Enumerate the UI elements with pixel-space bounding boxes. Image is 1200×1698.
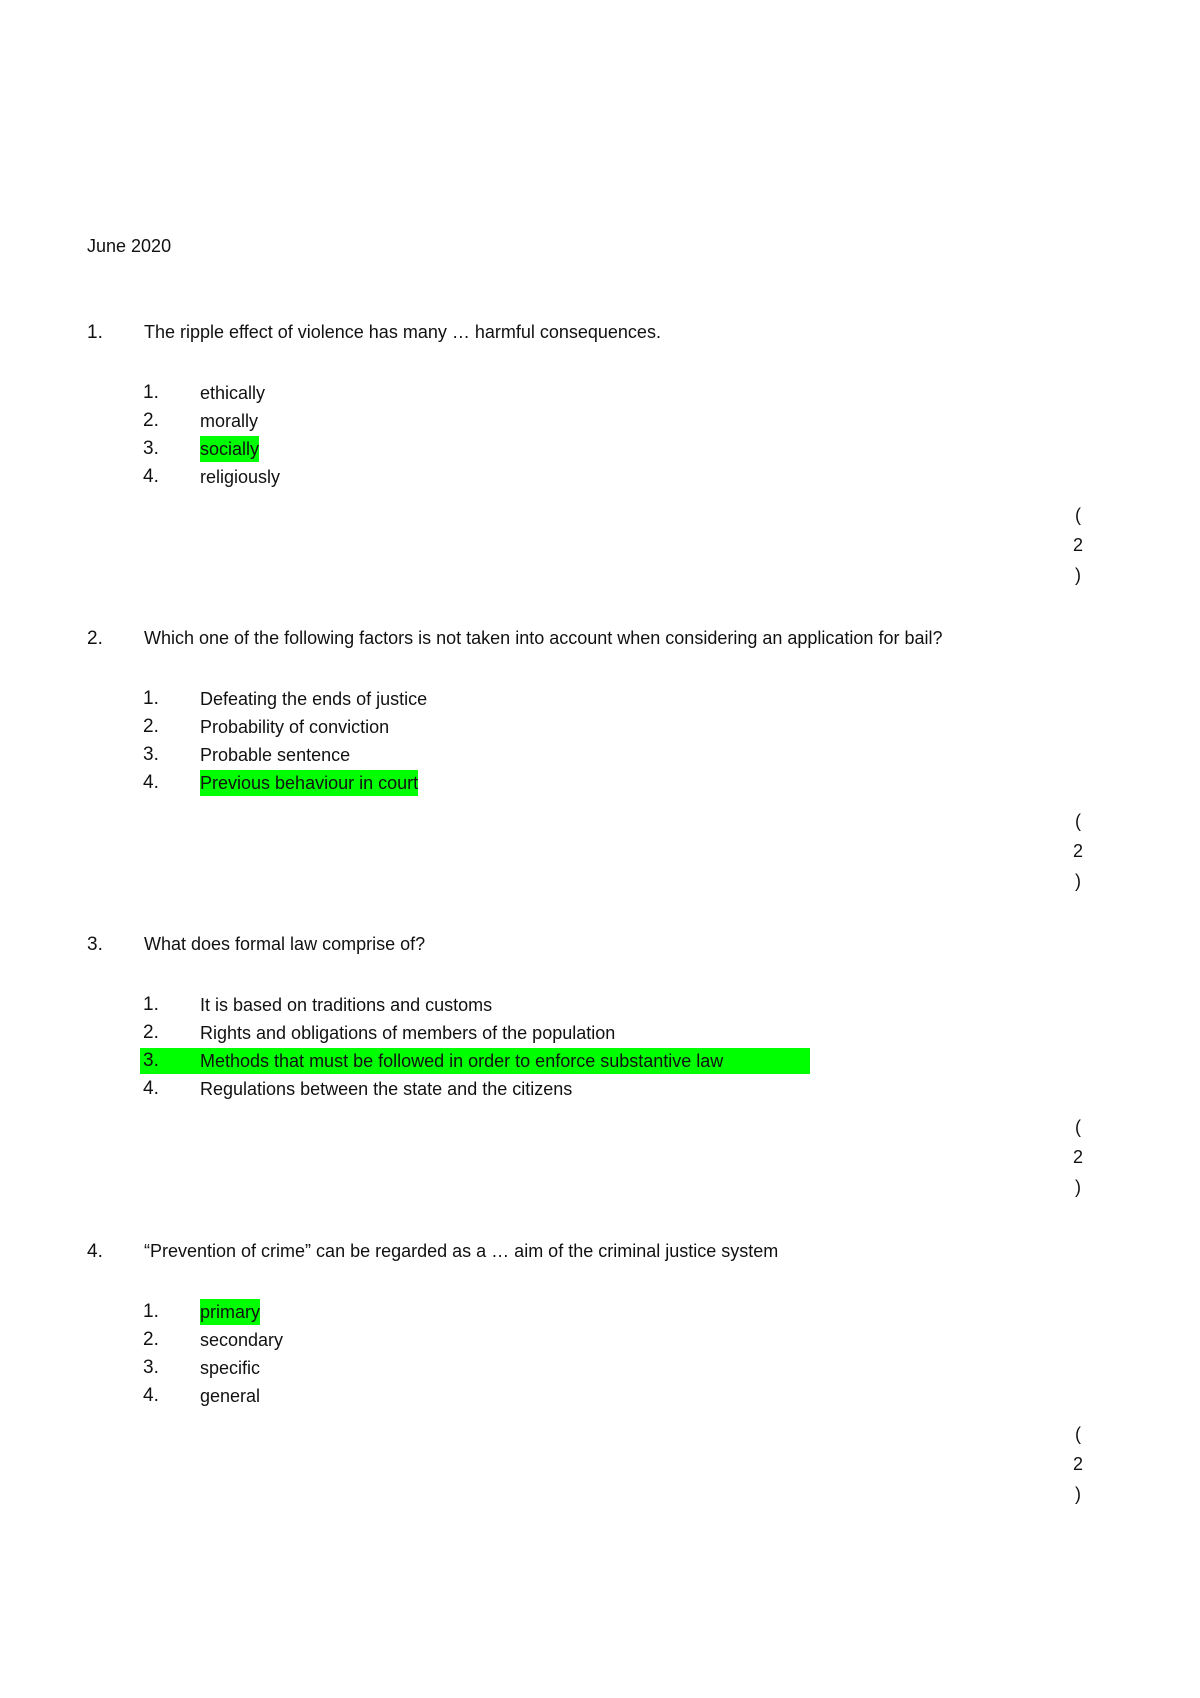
marks-open: ( [1075,811,1081,831]
option-number: 1. [143,1301,159,1322]
marks-close: ) [1075,1484,1081,1504]
option-text-highlighted: primary [200,1299,260,1325]
option-number: 1. [143,688,159,709]
option-text-highlighted: socially [200,436,259,462]
question-text: What does formal law comprise of? [144,934,426,954]
option-number: 3. [143,1357,159,1378]
option-4[interactable] [0,1383,1200,1409]
option-text: general [200,1386,261,1406]
option-3[interactable] [0,1355,1200,1381]
option-number: 2. [143,716,159,737]
marks-close: ) [1075,871,1081,891]
question-text: The ripple effect of violence has many … harmful consequences. [144,322,661,342]
option-number: 1. [143,994,159,1015]
question-number: 1. [87,322,103,343]
marks-3 [1068,1112,1088,1202]
option-text: secondary [200,1330,284,1350]
option-text-highlighted: Previous behaviour in court [200,770,418,796]
option-2[interactable] [0,1020,1200,1046]
marks-1 [1068,500,1088,590]
marks-open: ( [1075,1424,1081,1444]
question-number: 2. [87,628,103,649]
option-text: religiously [200,467,281,487]
marks-open: ( [1075,505,1081,525]
option-text: specific [200,1358,261,1378]
option-3[interactable] [0,1048,1200,1074]
marks-close: ) [1075,565,1081,585]
option-number: 3. [143,1050,159,1071]
marks-4 [1068,1419,1088,1509]
date-heading: June 2020 [87,236,172,256]
option-number: 3. [143,438,159,459]
option-4[interactable] [0,464,1200,490]
option-3[interactable] [0,742,1200,768]
option-text: morally [200,411,259,431]
question-number: 4. [87,1241,103,1262]
option-1[interactable] [0,686,1200,712]
option-1[interactable] [0,380,1200,406]
option-number: 2. [143,1329,159,1350]
marks-2 [1068,806,1088,896]
marks-value: 2 [1072,841,1083,861]
option-2[interactable] [0,714,1200,740]
option-number: 2. [143,410,159,431]
marks-value: 2 [1072,535,1083,555]
option-number: 4. [143,1385,159,1406]
marks-close: ) [1075,1177,1081,1197]
question-text: “Prevention of crime” can be regarded as a … aim of the criminal justice system [144,1241,779,1261]
option-number: 2. [143,1022,159,1043]
marks-value: 2 [1072,1147,1083,1167]
question-number: 3. [87,934,103,955]
option-number: 4. [143,466,159,487]
option-text: Defeating the ends of justice [200,689,428,709]
option-1[interactable] [0,1299,1200,1325]
option-2[interactable] [0,408,1200,434]
option-3[interactable] [0,436,1200,462]
marks-value: 2 [1072,1454,1083,1474]
option-number: 4. [143,1078,159,1099]
option-4[interactable] [0,770,1200,796]
option-1[interactable] [0,992,1200,1018]
option-number: 4. [143,772,159,793]
option-text: Probability of conviction [200,717,390,737]
option-text: ethically [200,383,266,403]
option-text: Probable sentence [200,745,351,765]
question-text: Which one of the following factors is not taken into account when considering an application for bail? [144,628,943,648]
option-4[interactable] [0,1076,1200,1102]
option-text: It is based on traditions and customs [200,995,493,1015]
option-text-highlighted: Methods that must be followed in order to enforce substantive law [200,1051,724,1071]
marks-open: ( [1075,1117,1081,1137]
option-2[interactable] [0,1327,1200,1353]
option-number: 3. [143,744,159,765]
option-text: Rights and obligations of members of the population [200,1023,616,1043]
option-text: Regulations between the state and the citizens [200,1079,573,1099]
option-number: 1. [143,382,159,403]
